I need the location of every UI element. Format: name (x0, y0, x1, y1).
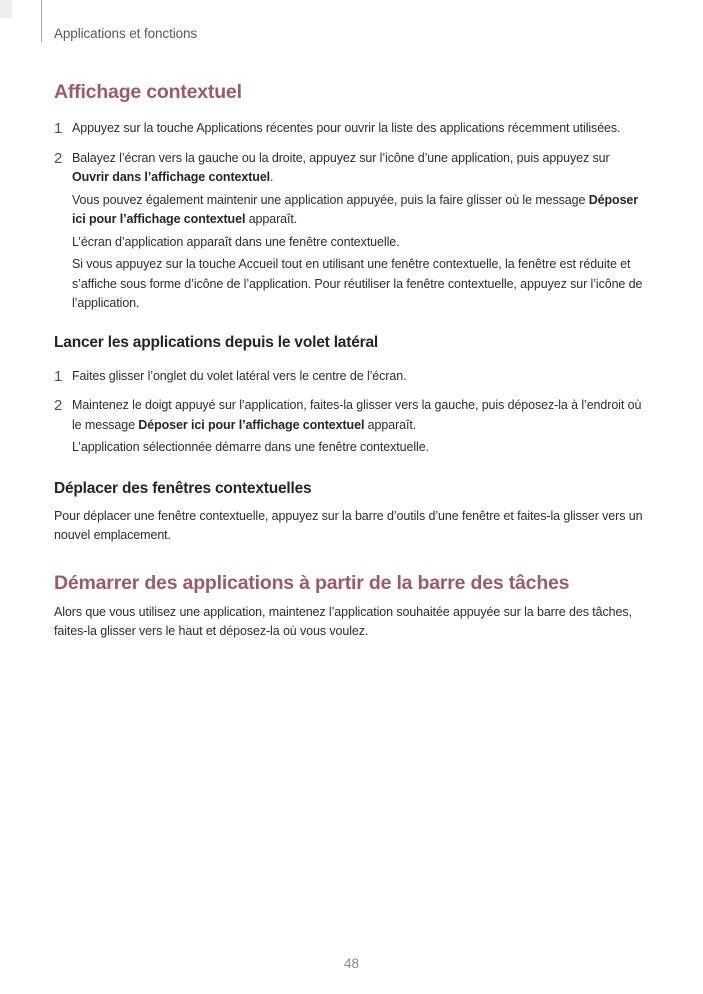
step-text (72, 149, 649, 188)
text-run: apparaît. (364, 417, 417, 432)
text-run: L’application sélectionnée démarre dans une fenêtre contextuelle. (72, 440, 429, 454)
step-paragraph (72, 233, 649, 253)
step-paragraph (72, 255, 649, 314)
text-run: Pour déplacer une fenêtre contextuelle, appuyez sur la barre d’outils d’une fenêtre et faites-la glisser vers un nouvel emplacement. (54, 508, 643, 542)
text-run: Alors que vous utilisez une application, maintenez l’application souhaitée appuyée sur la barre des tâches, faites-la glisser vers le haut et déposez-la où vous voulez. (54, 604, 632, 638)
text-run: Balayez l’écran vers la gauche ou la droite, appuyez sur l’icône d’une application, puis appuyez sur (72, 150, 610, 165)
section-title-barre-des-taches: Démarrer des applications à partir de la barre des tâches (54, 571, 570, 594)
step-number: 2 (54, 149, 63, 167)
step-number: 2 (54, 397, 63, 414)
step-paragraph (72, 438, 649, 458)
step-number: 1 (54, 120, 63, 137)
list-item (54, 119, 649, 139)
running-header: Applications et fonctions (54, 26, 198, 41)
page-number: 48 (343, 956, 360, 971)
bold-run: Déposer ici pour l’affichage contextuel (72, 192, 639, 226)
text-run: Si vous appuyez sur la touche Accueil tout en utilisant une fenêtre contextuelle, la fenêtre est réduite et s’affiche sous forme d’icône de l’application. Pour réutiliser la fenêtre contextuelle, appuyez sur l’icône de l’application. (72, 257, 643, 310)
step-body (72, 367, 649, 387)
step-text (72, 367, 649, 387)
page-content (54, 0, 649, 642)
corner-decoration (0, 0, 12, 18)
section-title-affichage-contextuel: Affichage contextuel (54, 81, 242, 103)
bold-run: Ouvrir dans l’affichage contextuel (72, 170, 271, 184)
subsection-title-volet-lateral: Lancer les applications depuis le volet latéral (54, 333, 378, 351)
text-run: Maintenez le doigt appuyé sur l’application, faites-la glisser vers la gauche, puis déposez-la à l’endroit où le message (72, 398, 642, 432)
step-text (72, 396, 649, 435)
subsection-title-deplacer-fenetres: Déplacer des fenêtres contextuelles (54, 479, 312, 497)
bold-run: Déposer ici pour l’affichage contextuel (138, 417, 365, 432)
text-run: L’écran d’application apparaît dans une fenêtre contextuelle. (72, 234, 400, 249)
step-paragraph (72, 191, 649, 230)
text-run: Appuyez sur la touche Applications récentes pour ouvrir la liste des applications récemment utilisées. (72, 121, 621, 135)
list-item (54, 396, 649, 458)
header-rule (41, 0, 42, 42)
text-run: Vous pouvez également maintenir une application appuyée, puis la faire glisser où le message (72, 192, 589, 207)
text-run: apparaît. (245, 212, 298, 226)
text-run: Faites glisser l’onglet du volet latéral vers le centre de l’écran. (72, 368, 407, 383)
list-item (54, 367, 649, 387)
step-text (72, 119, 649, 139)
deplacer-paragraph (54, 507, 649, 546)
step-body (72, 396, 649, 458)
step-body (72, 119, 649, 139)
text-run: . (270, 170, 274, 184)
step-body (72, 149, 649, 314)
volet-steps (54, 367, 649, 458)
affichage-steps (54, 119, 649, 314)
list-item (54, 149, 649, 314)
step-number: 1 (54, 367, 63, 385)
barre-taches-paragraph (54, 603, 649, 642)
